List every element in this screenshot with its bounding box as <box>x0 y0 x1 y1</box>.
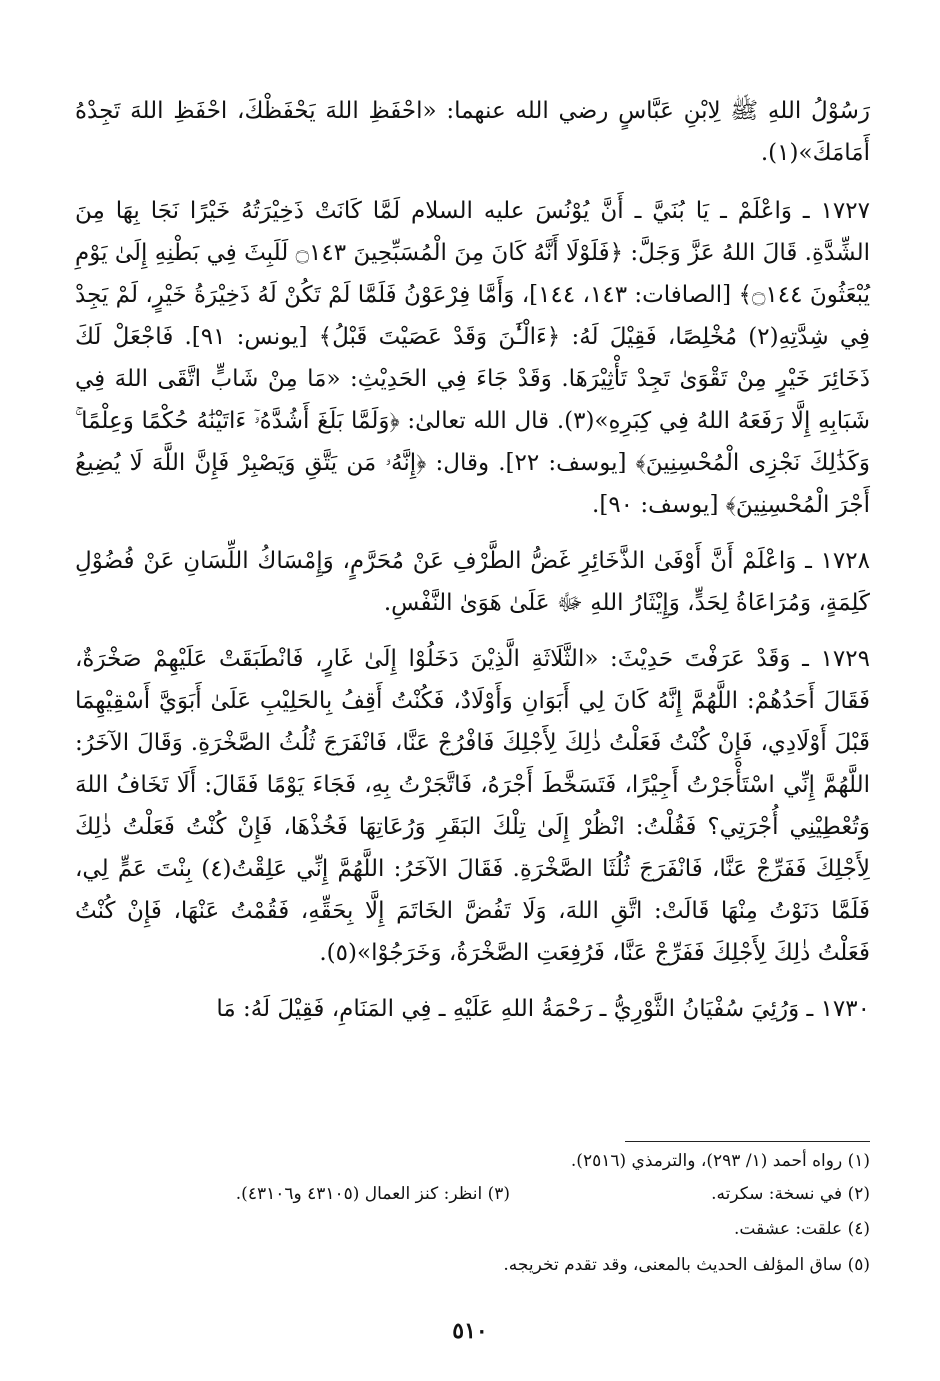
main-text <box>75 90 870 1044</box>
paragraph-1730: ١٧٣٠ ـ وَرُئِيَ سُفْيَانُ الثَّوْرِيُّ ـ رَحْمَةُ اللهِ عَلَيْهِ ـ فِي المَنَامِ، فَقِيْلَ لَهُ: مَا <box>216 996 870 1022</box>
footnote-4: (٤) علقت: عشقت. <box>733 1219 870 1239</box>
footnote-1: (١) رواه أحمد (١/ ٢٩٣)، والترمذي (٢٥١٦). <box>570 1151 870 1171</box>
footnote-5: (٥) ساق المؤلف الحديث بالمعنى، وقد تقدم تخريجه. <box>503 1255 870 1275</box>
page-number: ٥١٠ <box>452 1318 488 1344</box>
footnote-divider <box>625 1141 870 1142</box>
paragraph-1728: ١٧٢٨ ـ وَاعْلَمْ أَنَّ أَوْفَىٰ الذَّخَائِرِ غَضُّ الطَّرْفِ عَنْ مُحَرَّمٍ، وَإِمْسَاكُ اللِّسَانِ عَنْ فُضُوْلِ كَلِمَةٍ، وَمُرَاعَاةُ لِحَدٍّ، وَإِيْثَارُ اللهِ ﷻ عَلَىٰ هَوَىٰ النَّفْسِ. <box>75 548 870 616</box>
paragraph-1727: ١٧٢٧ ـ وَاعْلَمْ ـ يَا بُنَيَّ ـ أَنَّ يُوْنُسَ عليه السلام لَمَّا كَانَتْ ذَخِيْرَتُهُ خَيْرًا نَجَا بِهَا مِنَ الشِّدَّةِ. قَالَ اللهُ عَزَّ وَجَلَّ: ﴿فَلَوْلَا أَنَّهُ كَانَ مِنَ الْمُسَبِّحِينَ ۝١٤٣ لَلَبِثَ فِي بَطْنِهِ إِلَىٰ يَوْمِ يُبْعَثُونَ ۝١٤٤﴾ [الصافات: ١٤٣، ١٤٤]، وَأَمَّا فِرْعَوْنُ فَلَمَّا لَمْ تَكُنْ لَهُ ذَخِيْرَةُ خَيْرٍ، لَمْ يَجِدْ فِي شِدَّتِهِ(٢) مُخْلِصًا، فَقِيْلَ لَهُ: ﴿ءَالْـَٰٔنَ وَقَدْ عَصَيْتَ قَبْلُ﴾ [يونس: ٩١]. فَاجْعَلْ لَكَ ذَخَائِرَ خَيْرٍ مِنْ تَقْوَىٰ تَجِدْ تَأْثِيْرَهَا. وَقَدْ جَاءَ فِي الحَدِيْثِ: «مَا مِنْ شَابٍّ اتَّقَى اللهَ فِي شَبَابِهِ إِلَّا رَفَعَهُ اللهُ فِي كِبَرِهِ»(٣). قال الله تعالىٰ: ﴿وَلَمَّا بَلَغَ أَشُدَّهُۥٓ ءَاتَيْنَٰهُ حُكْمًا وَعِلْمًا ۚ وَكَذَٰلِكَ نَجْزِى الْمُحْسِنِينَ﴾ [يوسف: ٢٢]. وقال: ﴿إِنَّهُۥ مَن يَتَّقِ وَيَصْبِرْ فَإِنَّ اللَّهَ لَا يُضِيعُ أَجْرَ الْمُحْسِنِينَ﴾ [يوسف: ٩٠]. <box>75 198 871 518</box>
paragraph-1729: ١٧٢٩ ـ وَقَدْ عَرَفْتَ حَدِيْثَ: «الثَّلَاثَةِ الَّذِيْنَ دَخَلُوْا إِلَىٰ غَارٍ، فَانْطَبَقَتْ عَلَيْهِمْ صَخْرَةٌ، فَقَالَ أَحَدُهُمْ: اللَّهُمَّ إِنَّهُ كَانَ لِي أَبَوَانِ وَأَوْلَادٌ، فَكُنْتُ أَقِفُ بِالحَلِيْبِ عَلَىٰ أَبَوَيَّ أَسْقِيْهِمَا قَبْلَ أَوْلَادِي، فَإِنْ كُنْتُ فَعَلْتُ ذٰلِكَ لِأَجْلِكَ فَافْرُجْ عَنَّا، فَانْفَرَجَ ثُلُثُ الصَّخْرَةِ. وَقَالَ الآخَرُ: اللَّهُمَّ إِنِّي اسْتَأْجَرْتُ أَجِيْرًا، فَتَسَخَّطَ أَجْرَهُ، فَاتَّجَرْتُ بِهِ، فَجَاءَ يَوْمًا فَقَالَ: أَلَا تَخَافُ اللهَ وَتُعْطِيْنِي أُجْرَتِي؟ فَقُلْتُ: انْظُرْ إِلَىٰ تِلْكَ البَقَرِ وَرُعَاتِهَا فَخُذْهَا، فَإِنْ كُنْتُ فَعَلْتُ ذٰلِكَ لِأَجْلِكَ فَفَرِّجْ عَنَّا، فَانْفَرَجَ ثُلُثَا الصَّخْرَةِ. فَقَالَ الآخَرُ: اللَّهُمَّ إِنِّي عَلِقْتُ(٤) بِنْتَ عَمٍّ لِي، فَلَمَّا دَنَوْتُ مِنْهَا قَالَتْ: اتَّقِ اللهَ، وَلَا تَفُضَّ الخَاتَمَ إِلَّا بِحَقِّهِ، فَقُمْتُ عَنْهَا، فَإِنْ كُنْتُ فَعَلْتُ ذٰلِكَ لِأَجْلِكَ فَفَرِّجْ عَنَّا، فَرُفِعَتِ الصَّخْرَةُ، وَخَرَجُوْا»(٥). <box>75 646 870 966</box>
paragraph-continuation: رَسُوْلُ اللهِ ﷺ لِابْنِ عَبَّاسٍ رضي الله عنهما: «احْفَظِ اللهَ يَحْفَظْكَ، احْفَظِ اللهَ تَجِدْهُ أَمَامَكَ»(١). <box>75 98 870 166</box>
footnote-3: (٣) انظر: كنز العمال (٤٣١٠٥ و٤٣١٠٦). <box>235 1184 510 1204</box>
footnote-2: (٢) في نسخة: سكرته. <box>711 1184 870 1204</box>
footnote-row-2-3 <box>70 1183 870 1205</box>
